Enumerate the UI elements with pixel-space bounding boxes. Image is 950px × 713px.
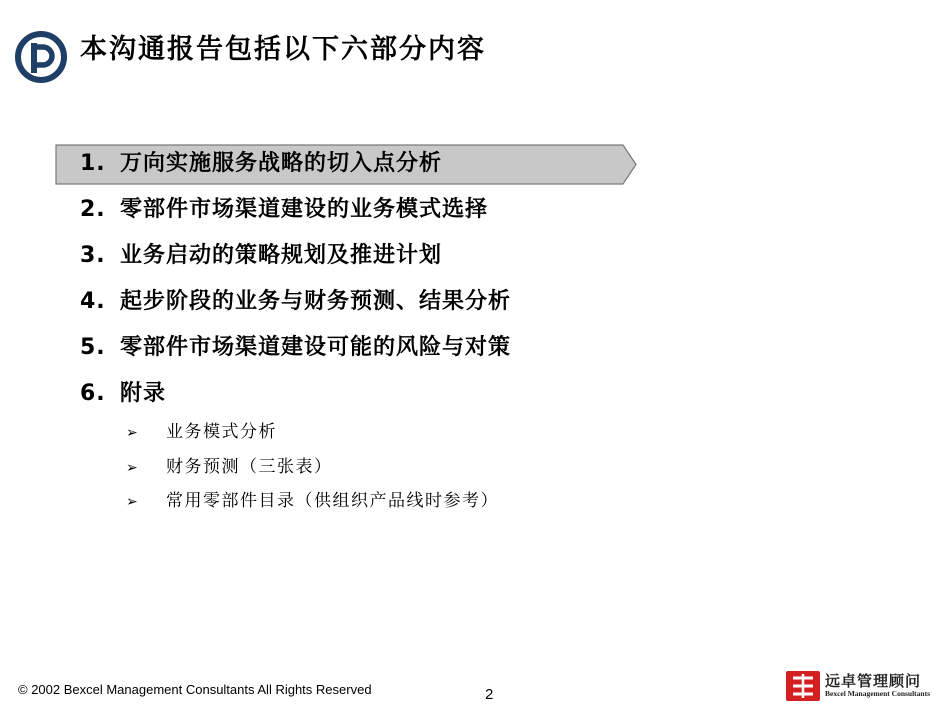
subitem-label: 业务模式分析 bbox=[166, 422, 277, 442]
arrow-bullet-icon: ➢ bbox=[126, 425, 140, 441]
brand-logo bbox=[785, 668, 940, 704]
agenda-number: 2. bbox=[80, 197, 106, 222]
agenda-label: 起步阶段的业务与财务预测、结果分析 bbox=[120, 289, 512, 314]
appendix-subitem bbox=[126, 417, 499, 452]
agenda-item-3 bbox=[80, 234, 511, 280]
arrow-bullet-icon: ➢ bbox=[126, 459, 140, 476]
agenda-number: 4. bbox=[80, 289, 106, 314]
agenda-label: 零部件市场渠道建设可能的风险与对策 bbox=[120, 335, 512, 360]
brand-name-cn: 远卓管理顾问 bbox=[825, 672, 922, 690]
brand-name-en: Bexcel Management Consultants bbox=[825, 689, 930, 698]
appendix-subitem bbox=[126, 452, 499, 487]
page-number: 2 bbox=[485, 686, 494, 703]
agenda-number: 1. bbox=[80, 151, 106, 176]
agenda-label: 业务启动的策略规划及推进计划 bbox=[120, 243, 443, 268]
subitem-label: 财务预测（三张表） bbox=[166, 456, 333, 477]
appendix-subitem bbox=[126, 486, 499, 521]
brand-mark-icon bbox=[785, 668, 821, 704]
agenda-number: 6. bbox=[80, 381, 106, 406]
agenda-item-6 bbox=[80, 372, 511, 418]
company-logo-icon bbox=[14, 30, 68, 84]
agenda-item-5 bbox=[80, 326, 511, 372]
page-title: 本沟通报告包括以下六部分内容 bbox=[80, 34, 486, 65]
subitem-label: 常用零部件目录（供组织产品线时参考） bbox=[166, 491, 499, 511]
agenda-item-4 bbox=[80, 280, 511, 326]
agenda-list bbox=[80, 142, 511, 418]
agenda-label: 零部件市场渠道建设的业务模式选择 bbox=[120, 197, 489, 222]
arrow-bullet-icon: ➢ bbox=[126, 494, 140, 510]
agenda-item-2 bbox=[80, 188, 511, 234]
agenda-number: 5. bbox=[80, 335, 106, 360]
agenda-label: 万向实施服务战略的切入点分析 bbox=[120, 151, 443, 176]
appendix-sublist bbox=[126, 417, 499, 521]
copyright-text: © 2002 Bexcel Management Consultants All Rights Reserved bbox=[18, 682, 372, 697]
agenda-item-1 bbox=[80, 142, 511, 188]
agenda-number: 3. bbox=[80, 243, 106, 268]
agenda-label: 附录 bbox=[120, 381, 167, 406]
